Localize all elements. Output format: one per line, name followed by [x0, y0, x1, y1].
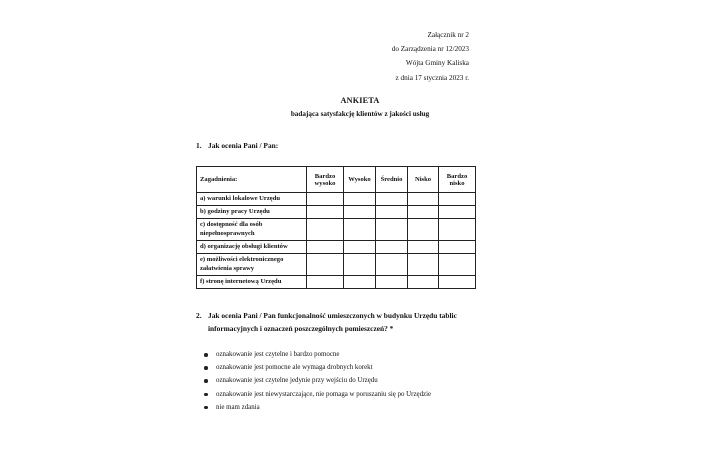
rating-cell[interactable]	[439, 241, 476, 254]
header-low: Nisko	[408, 167, 439, 193]
bullet-icon	[204, 366, 208, 370]
rating-cell[interactable]	[408, 219, 439, 241]
rating-cell[interactable]	[439, 206, 476, 219]
rating-cell[interactable]	[307, 206, 344, 219]
table-row	[197, 276, 476, 289]
header-very-high: Bardzo wysoko	[307, 167, 344, 193]
question-text-line2: informacyjnych i oznaczeń poszczególnych pomieszczeń? *	[208, 324, 394, 333]
header-line: do Zarządzenia nr 12/2023	[391, 45, 469, 54]
survey-subtitle: badająca satysfakcję klientów z jakości usług	[290, 110, 430, 118]
rating-cell[interactable]	[376, 219, 408, 241]
rating-cell[interactable]	[439, 276, 476, 289]
rating-cell[interactable]	[376, 206, 408, 219]
list-item[interactable]	[198, 361, 431, 374]
rating-cell[interactable]	[439, 219, 476, 241]
rating-cell[interactable]	[307, 254, 344, 276]
row-label: c) dostępność dla osób niepełnosprawnych	[197, 219, 307, 241]
question-text-line1: Jak ocenia Pani / Pan funkcjonalność umieszczonych w budynku Urzędu tablic	[208, 311, 457, 320]
list-item[interactable]	[198, 348, 431, 361]
header-very-low: Bardzo nisko	[439, 167, 476, 193]
header-line: Wójta Gminy Kaliska	[405, 59, 469, 68]
header-topic: Zagadnienia:	[197, 167, 307, 193]
rating-cell[interactable]	[408, 241, 439, 254]
attachment-header	[392, 28, 469, 85]
table-row	[197, 206, 476, 219]
rating-cell[interactable]	[307, 193, 344, 206]
option-label: oznakowanie jest pomocne ale wymaga drobnych korekt	[216, 364, 373, 372]
answer-options	[198, 348, 431, 414]
list-item[interactable]	[198, 388, 431, 401]
question-text: Jak ocenia Pani / Pan:	[208, 141, 279, 150]
rating-cell[interactable]	[344, 193, 376, 206]
table-row	[197, 254, 476, 276]
table-header-row	[197, 167, 476, 193]
rating-cell[interactable]	[376, 241, 408, 254]
option-label: oznakowanie jest czytelne i bardzo pomocne	[216, 351, 340, 358]
rating-cell[interactable]	[408, 276, 439, 289]
option-label: oznakowanie jest niewystarczające, nie pomaga w poruszaniu się po Urzędzie	[216, 390, 432, 398]
bullet-icon	[204, 393, 208, 397]
rating-cell[interactable]	[376, 276, 408, 289]
option-label: nie mam zdania	[216, 403, 260, 411]
question-1	[196, 139, 278, 152]
rating-cell[interactable]	[408, 206, 439, 219]
header-line: z dnia 17 stycznia 2023 r.	[395, 73, 469, 82]
rating-table	[196, 166, 476, 289]
table-row	[197, 193, 476, 206]
bullet-icon	[204, 406, 208, 410]
rating-cell[interactable]	[439, 254, 476, 276]
rating-cell[interactable]	[344, 254, 376, 276]
rating-cell[interactable]	[376, 254, 408, 276]
question-2	[196, 309, 496, 335]
rating-cell[interactable]	[344, 219, 376, 241]
bullet-icon	[204, 353, 208, 357]
table-row	[197, 241, 476, 254]
row-label: d) organizację obsługi klientów	[197, 241, 307, 254]
rating-cell[interactable]	[439, 193, 476, 206]
rating-cell[interactable]	[307, 276, 344, 289]
rating-cell[interactable]	[408, 193, 439, 206]
header-medium: Średnio	[376, 167, 408, 193]
row-label: b) godziny pracy Urzędu	[197, 206, 307, 219]
rating-cell[interactable]	[376, 193, 408, 206]
rating-cell[interactable]	[307, 219, 344, 241]
header-high: Wysoko	[344, 167, 376, 193]
list-item[interactable]	[198, 401, 431, 414]
option-label: oznakowanie jest czytelne jedynie przy wejściu do Urzędu	[216, 377, 378, 385]
rating-cell[interactable]	[408, 254, 439, 276]
rating-cell[interactable]	[307, 241, 344, 254]
list-item[interactable]	[198, 374, 431, 387]
question-number: 2.	[196, 311, 202, 320]
question-number: 1.	[196, 141, 202, 150]
row-label: a) warunki lokalowe Urzędu	[197, 193, 307, 206]
rating-cell[interactable]	[344, 241, 376, 254]
survey-title: ANKIETA	[340, 96, 380, 105]
row-label: f) stronę internetową Urzędu	[197, 276, 307, 289]
bullet-icon	[204, 379, 208, 383]
header-line: Załącznik nr 2	[427, 31, 469, 39]
table-row	[197, 219, 476, 241]
rating-cell[interactable]	[344, 276, 376, 289]
row-label: e) możliwości elektronicznego załatwienia sprawy	[197, 254, 307, 276]
rating-cell[interactable]	[344, 206, 376, 219]
